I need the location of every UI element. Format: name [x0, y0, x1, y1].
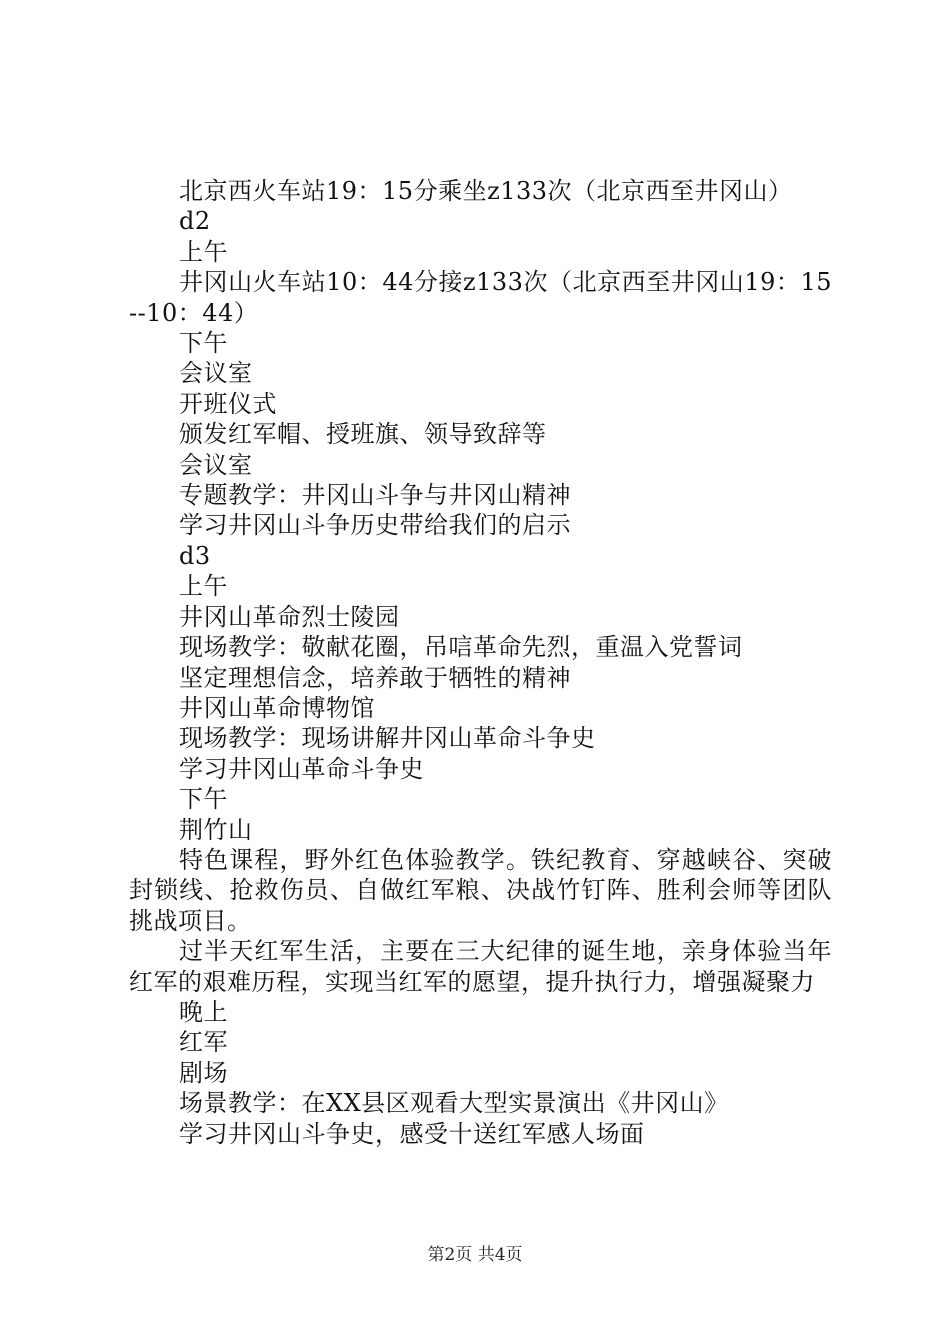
text-line: 剧场 — [179, 1058, 228, 1087]
text-line: 井冈山革命烈士陵园 — [179, 602, 400, 631]
text-line: 现场教学：现场讲解井冈山革命斗争史 — [179, 724, 596, 753]
text-line: 学习井冈山革命斗争史 — [179, 754, 424, 783]
text-line: 下午 — [179, 329, 228, 358]
text-line: 井冈山革命博物馆 — [179, 693, 375, 722]
text-paragraph: 过半天红军生活，主要在三大纪律的诞生地，亲身体验当年红军的艰难历程，实现当红军的愿望，提升执行力，增强凝聚力 — [129, 937, 832, 996]
text-paragraph: 特色课程，野外红色体验教学。铁纪教育、穿越峡谷、突破封锁线、抢救伤员、自做红军粮、决战竹钉阵、胜利会师等团队挑战项目。 — [129, 845, 832, 935]
text-line: 北京西火车站19：15分乘坐z133次（北京西至井冈山） — [179, 177, 793, 205]
text-line: 场景教学：在XX县区观看大型实景演出《井冈山》 — [179, 1089, 729, 1118]
page-footer: 第2页 共4页 — [427, 1245, 523, 1265]
text-line: 专题教学：井冈山斗争与井冈山精神 — [179, 481, 571, 510]
text-line: 会议室 — [179, 359, 253, 388]
text-line: d3 — [179, 541, 211, 570]
text-line: 上午 — [179, 237, 228, 266]
text-line: 荆竹山 — [179, 815, 253, 844]
text-line: 颁发红军帽、授班旗、领导致辞等 — [179, 420, 547, 449]
text-line: 晚上 — [179, 997, 228, 1026]
text-line: 坚定理想信念，培养敢于牺牲的精神 — [179, 663, 571, 692]
text-line: 会议室 — [179, 450, 253, 479]
text-line: 学习井冈山斗争历史带给我们的启示 — [179, 511, 571, 540]
text-line: d2 — [179, 207, 211, 236]
text-line: 下午 — [179, 785, 228, 814]
text-line: 学习井冈山斗争史，感受十送红军感人场面 — [179, 1119, 645, 1148]
text-line: 现场教学：敬献花圈，吊唁革命先烈，重温入党誓词 — [179, 633, 743, 662]
text-line: 红军 — [179, 1028, 228, 1057]
text-line: 开班仪式 — [179, 389, 277, 418]
text-paragraph: 井冈山火车站10：44分接z133次（北京西至井冈山19：15--10：44） — [129, 268, 832, 327]
text-line: 上午 — [179, 572, 228, 601]
document-body — [129, 176, 832, 1149]
